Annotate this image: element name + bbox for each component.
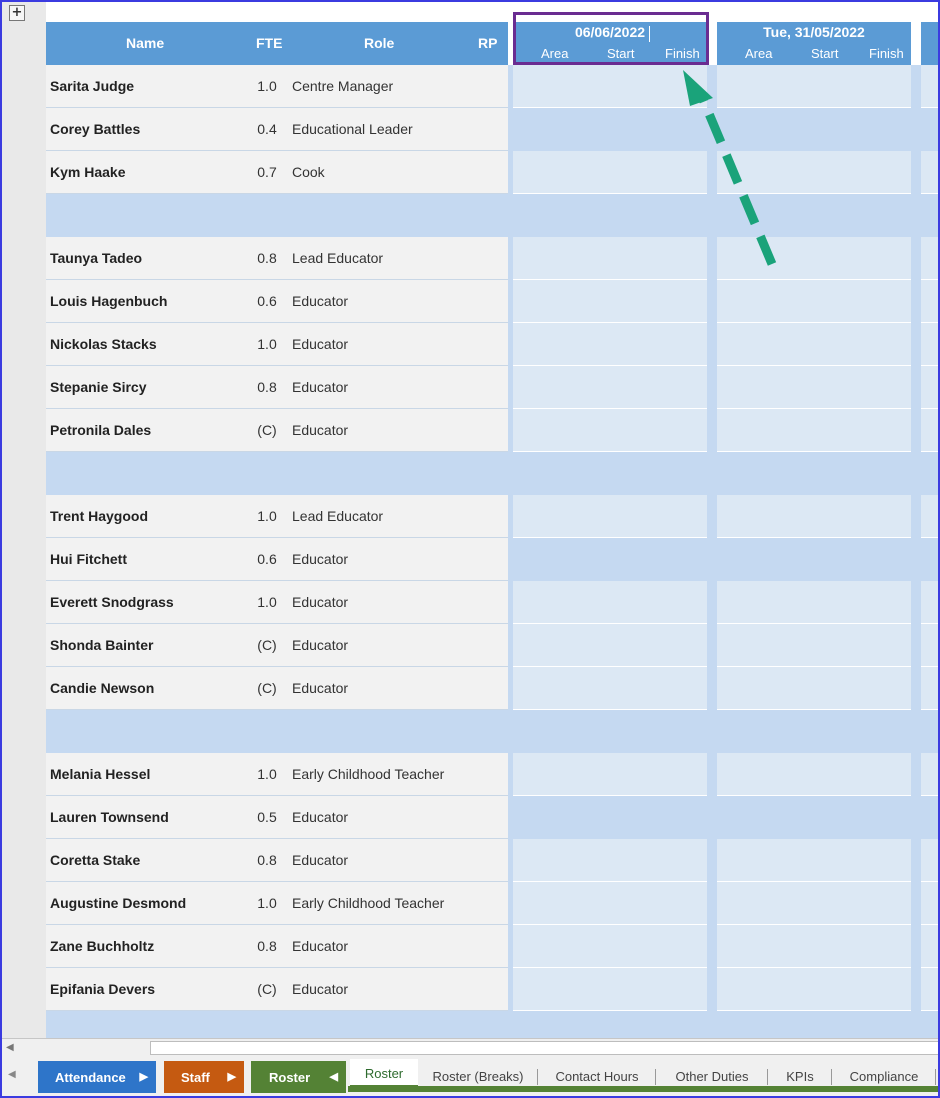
- staff-fte: 0.6: [257, 551, 277, 567]
- date-start-label: Start: [811, 46, 839, 61]
- sheet-tab-5[interactable]: [832, 1063, 936, 1087]
- nav-tab-label: Staff: [181, 1070, 210, 1085]
- date-finish-label: Finish: [869, 46, 904, 61]
- staff-role: Educator: [292, 422, 349, 438]
- staff-fte: 0.8: [257, 379, 277, 395]
- staff-role: Educator: [292, 594, 349, 610]
- text-cursor: [649, 26, 650, 42]
- staff-name: Nickolas Stacks: [50, 336, 157, 352]
- sheet-tab-1[interactable]: [418, 1063, 538, 1087]
- staff-name: Augustine Desmond: [50, 895, 187, 911]
- staff-role: Educator: [292, 293, 349, 309]
- staff-name: Petronila Dales: [50, 422, 152, 438]
- staff-name: Candie Newson: [50, 680, 155, 696]
- horizontal-scrollbar[interactable]: [2, 1038, 938, 1057]
- staff-name: Hui Fitchett: [50, 551, 127, 567]
- nav-tab-staff[interactable]: [164, 1061, 244, 1093]
- sheet-tab-3[interactable]: [656, 1063, 768, 1087]
- staff-name: Louis Hagenbuch: [50, 293, 168, 309]
- staff-name: Epifania Devers: [50, 981, 156, 997]
- staff-name: Corey Battles: [50, 121, 141, 137]
- sheet-tab-2[interactable]: [538, 1063, 656, 1087]
- header-fte: FTE: [256, 35, 283, 51]
- caret-right-icon: ▶: [227, 1071, 236, 1083]
- caret-left-icon: ◀: [329, 1071, 338, 1083]
- staff-fte: 1.0: [257, 78, 277, 94]
- tab-accent-line: [348, 1086, 938, 1092]
- nav-tab-roster[interactable]: [251, 1061, 346, 1093]
- staff-name: Lauren Townsend: [50, 809, 169, 825]
- staff-fte: (C): [257, 680, 277, 696]
- staff-name: Trent Haygood: [50, 508, 149, 524]
- staff-fte: 1.0: [257, 336, 277, 352]
- staff-role: Educator: [292, 551, 349, 567]
- staff-role: Lead Educator: [292, 508, 384, 524]
- nav-tab-label: Roster: [269, 1070, 311, 1085]
- annotation-arrow: [2, 2, 940, 1098]
- staff-fte: 0.6: [257, 293, 277, 309]
- nav-tab-attendance[interactable]: [38, 1061, 156, 1093]
- sheet-tab-label: Compliance: [849, 1069, 919, 1084]
- date-finish-label: Finish: [665, 46, 700, 61]
- staff-role: Educator: [292, 637, 349, 653]
- staff-fte: 0.5: [257, 809, 277, 825]
- header-rp: RP: [478, 35, 498, 51]
- sheet-tab-label: Contact Hours: [555, 1069, 639, 1084]
- arrow-shaft: [702, 97, 772, 264]
- staff-role: Early Childhood Teacher: [292, 895, 445, 911]
- caret-right-icon: ▶: [139, 1071, 148, 1083]
- staff-fte: 0.8: [257, 852, 277, 868]
- staff-role: Educator: [292, 379, 349, 395]
- date-area-label: Area: [745, 46, 773, 61]
- staff-role: Educator: [292, 981, 349, 997]
- expand-outline-icon[interactable]: +: [9, 5, 25, 21]
- sheet-tab-label: Roster (Breaks): [432, 1069, 524, 1084]
- scroll-left-icon[interactable]: ◀: [6, 1042, 14, 1053]
- staff-fte: 0.8: [257, 938, 277, 954]
- date-area-label: Area: [541, 46, 569, 61]
- date-title[interactable]: 06/06/2022: [574, 24, 646, 40]
- staff-fte: 1.0: [257, 508, 277, 524]
- staff-fte: (C): [257, 637, 277, 653]
- sheet-tab-label: Roster: [364, 1066, 404, 1081]
- staff-fte: 1.0: [257, 766, 277, 782]
- sheet-tab-label: Other Duties: [675, 1069, 749, 1084]
- staff-fte: (C): [257, 422, 277, 438]
- staff-role: Educator: [292, 680, 349, 696]
- staff-name: Coretta Stake: [50, 852, 141, 868]
- staff-name: Everett Snodgrass: [50, 594, 174, 610]
- staff-name: Melania Hessel: [50, 766, 151, 782]
- sheet-tab-0[interactable]: [350, 1059, 418, 1088]
- staff-fte: 0.7: [257, 164, 277, 180]
- date-start-label: Start: [607, 46, 635, 61]
- staff-role: Early Childhood Teacher: [292, 766, 445, 782]
- staff-fte: 1.0: [257, 594, 277, 610]
- staff-name: Kym Haake: [50, 164, 126, 180]
- header-role: Role: [364, 35, 395, 51]
- arrow-head: [683, 70, 713, 106]
- sheet-tab-label: KPIs: [786, 1069, 814, 1084]
- staff-role: Centre Manager: [292, 78, 394, 94]
- staff-role: Educator: [292, 852, 349, 868]
- staff-role: Cook: [292, 164, 325, 180]
- staff-name: Sarita Judge: [50, 78, 135, 94]
- date-title[interactable]: Tue, 31/05/2022: [763, 24, 865, 40]
- nav-tab-label: Attendance: [55, 1070, 126, 1085]
- sheet-tab-4[interactable]: [768, 1063, 832, 1087]
- tab-separator: [935, 1069, 936, 1085]
- staff-fte: 1.0: [257, 895, 277, 911]
- staff-role: Educator: [292, 809, 349, 825]
- scroll-thumb[interactable]: [150, 1041, 940, 1055]
- header-name: Name: [126, 35, 165, 51]
- staff-role: Educational Leader: [292, 121, 413, 137]
- tab-scroll-left-icon[interactable]: ◀: [8, 1069, 16, 1080]
- staff-role: Lead Educator: [292, 250, 384, 266]
- staff-fte: (C): [257, 981, 277, 997]
- staff-name: Zane Buchholtz: [50, 938, 155, 954]
- staff-fte: 0.4: [257, 121, 277, 137]
- staff-name: Shonda Bainter: [50, 637, 154, 653]
- staff-role: Educator: [292, 938, 349, 954]
- staff-name: Taunya Tadeo: [50, 250, 143, 266]
- staff-fte: 0.8: [257, 250, 277, 266]
- staff-name: Stepanie Sircy: [50, 379, 147, 395]
- staff-role: Educator: [292, 336, 349, 352]
